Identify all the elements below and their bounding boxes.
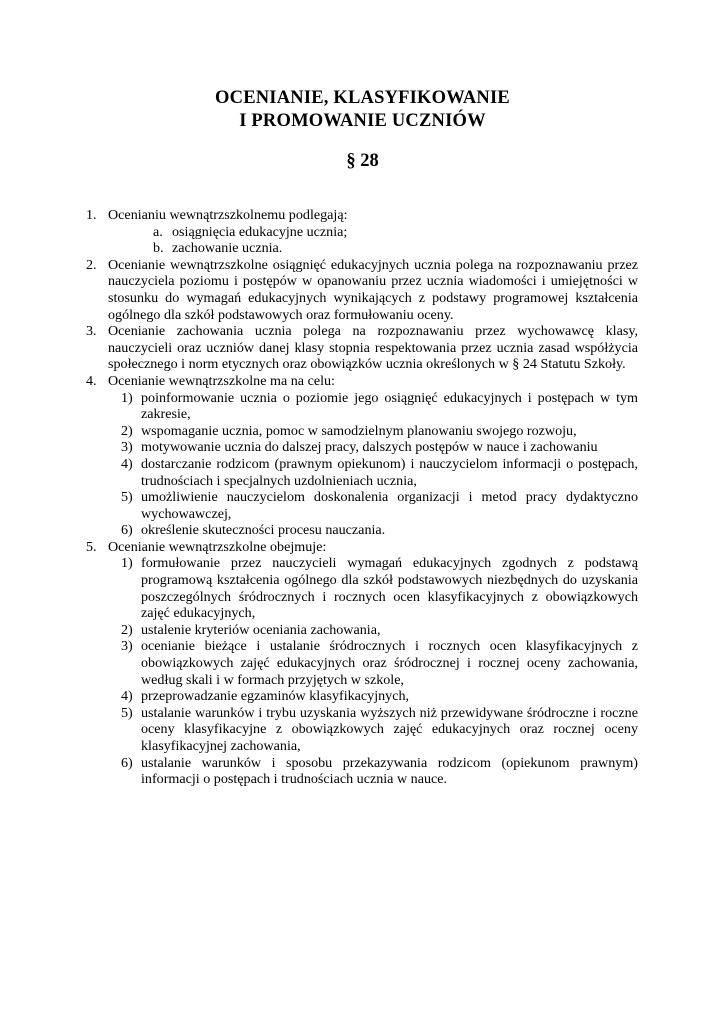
list-item-mark: 6) xyxy=(121,754,133,771)
list-item-text: motywowanie ucznia do dalszej pracy, dalszych postępów w nauce i zachowaniu xyxy=(141,439,598,456)
point-1 xyxy=(0,207,638,224)
point-text: Ocenianie wewnątrzszkolne obejmuje: xyxy=(108,538,327,555)
list-item-text: wspomaganie ucznia, pomoc w samodzielnym planowaniu swojego rozwoju, xyxy=(141,422,577,439)
list-item-mark: 3) xyxy=(121,439,133,456)
list-item xyxy=(0,755,638,788)
list-item xyxy=(0,423,638,440)
list-item xyxy=(0,555,638,621)
section-number: § 28 xyxy=(346,151,379,171)
point-text: Ocenianie wewnątrzszkolne ma na celu: xyxy=(108,372,335,389)
document-body xyxy=(0,207,725,788)
list-item xyxy=(0,705,638,755)
list-item xyxy=(0,622,638,639)
sub-item-a xyxy=(0,224,638,241)
document-title-line-2: I PROMOWANIE UCZNIÓW xyxy=(239,111,486,131)
list-item-mark: 5) xyxy=(121,704,133,721)
list-item-text: ustalanie warunków i trybu uzyskania wyższych niż przewidywane śródroczne i roczne oceny klasyfikacyjne z obowiązkowych zajęć edukacyjnych oraz rocznej oceny klasyfikacyjnej zachowania, xyxy=(141,704,638,754)
sub-item-b xyxy=(0,240,638,257)
list-item xyxy=(0,390,638,423)
list-item-text: dostarczanie rodzicom (prawnym opiekunom) i nauczycielom informacji o postępach, trudnościach i specjalnych uzdolnieniach ucznia, xyxy=(141,455,638,489)
point-text: Ocenianiu wewnątrzszkolnemu podlegają: xyxy=(108,207,348,223)
point-3 xyxy=(0,323,638,373)
list-item xyxy=(0,638,638,688)
list-item-mark: 4) xyxy=(121,455,133,472)
list-item xyxy=(0,439,638,456)
point-number: 5. xyxy=(86,538,97,555)
point-5 xyxy=(0,539,638,556)
list-item xyxy=(0,522,638,539)
sub-item-text: zachowanie ucznia. xyxy=(172,240,283,257)
list-item-mark: 4) xyxy=(121,688,133,705)
point-text: Ocenianie zachowania ucznia polega na rozpoznawaniu przez wychowawcę klasy, nauczycieli oraz uczniów danej klasy stopnia respektowania przez ucznia zasad współżycia społecznego i norm etycznych oraz obowiązków ucznia określonych w § 24 Statutu Szkoły. xyxy=(108,323,638,373)
point-number: 3. xyxy=(86,323,97,340)
list-item-mark: 1) xyxy=(121,389,133,406)
point-text: Ocenianie wewnątrzszkolne osiągnięć edukacyjnych ucznia polega na rozpoznawaniu przez nauczyciela poziomu i postępów w opanowaniu przez ucznia wiadomości i umiejętności w stosunku do wymagań edukacyjnych wynikających z podstawy programowej kształcenia ogólnego dla szkół podstawowych oraz formułowaniu oceny. xyxy=(108,256,638,323)
list-item-mark: 2) xyxy=(121,621,133,638)
sub-item-text: osiągnięcia edukacyjne ucznia; xyxy=(172,223,348,240)
list-item-text: ustalenie kryteriów oceniania zachowania, xyxy=(141,621,381,638)
point-5-list xyxy=(0,555,725,787)
list-item xyxy=(0,688,638,705)
list-item-text: przeprowadzanie egzaminów klasyfikacyjnych, xyxy=(141,688,410,705)
list-item-text: określenie skuteczności procesu nauczania. xyxy=(141,522,386,539)
sub-item-mark: a. xyxy=(153,223,163,240)
list-item xyxy=(0,489,638,522)
list-item-mark: 3) xyxy=(121,638,133,655)
list-item-mark: 5) xyxy=(121,489,133,506)
list-item xyxy=(0,456,638,489)
list-item-text: formułowanie przez nauczycieli wymagań edukacyjnych zgodnych z podstawą programową kształcenia ogólnego dla szkół podstawowych niezbędnych do uzyskania poszczególnych śródrocznych i rocznych ocen klasyfikacyjnych z obowiązkowych zajęć edukacyjnych, xyxy=(141,555,638,622)
list-item-text: ustalanie warunków i sposobu przekazywania rodzicom (opiekunom prawnym) informacji o postępach i trudnościach ucznia w nauce. xyxy=(141,754,638,788)
point-number: 4. xyxy=(86,372,97,389)
list-item-text: poinformowanie ucznia o poziomie jego osiągnięć edukacyjnych i postępach w tym zakresie, xyxy=(141,389,638,423)
sub-item-mark: b. xyxy=(153,240,164,257)
list-item-mark: 6) xyxy=(121,522,133,539)
point-2 xyxy=(0,257,638,323)
point-4 xyxy=(0,373,638,390)
list-item-mark: 1) xyxy=(121,555,133,572)
list-item-mark: 2) xyxy=(121,422,133,439)
list-item-text: umożliwienie nauczycielom doskonalenia organizacji i metod pracy dydaktyczno wychowawczej, xyxy=(141,489,638,522)
list-item-text: ocenianie bieżące i ustalanie śródrocznych i rocznych ocen klasyfikacyjnych z obowiązkowych zajęć edukacyjnych oraz śródrocznej i rocznej oceny zachowania, według skali i w formach przyjętych w szkole, xyxy=(141,638,638,688)
point-number: 2. xyxy=(86,256,97,273)
document-title-line-1: OCENIANIE, KLASYFIKOWANIE xyxy=(215,88,510,108)
point-4-list xyxy=(0,390,725,539)
point-number: 1. xyxy=(86,207,97,223)
